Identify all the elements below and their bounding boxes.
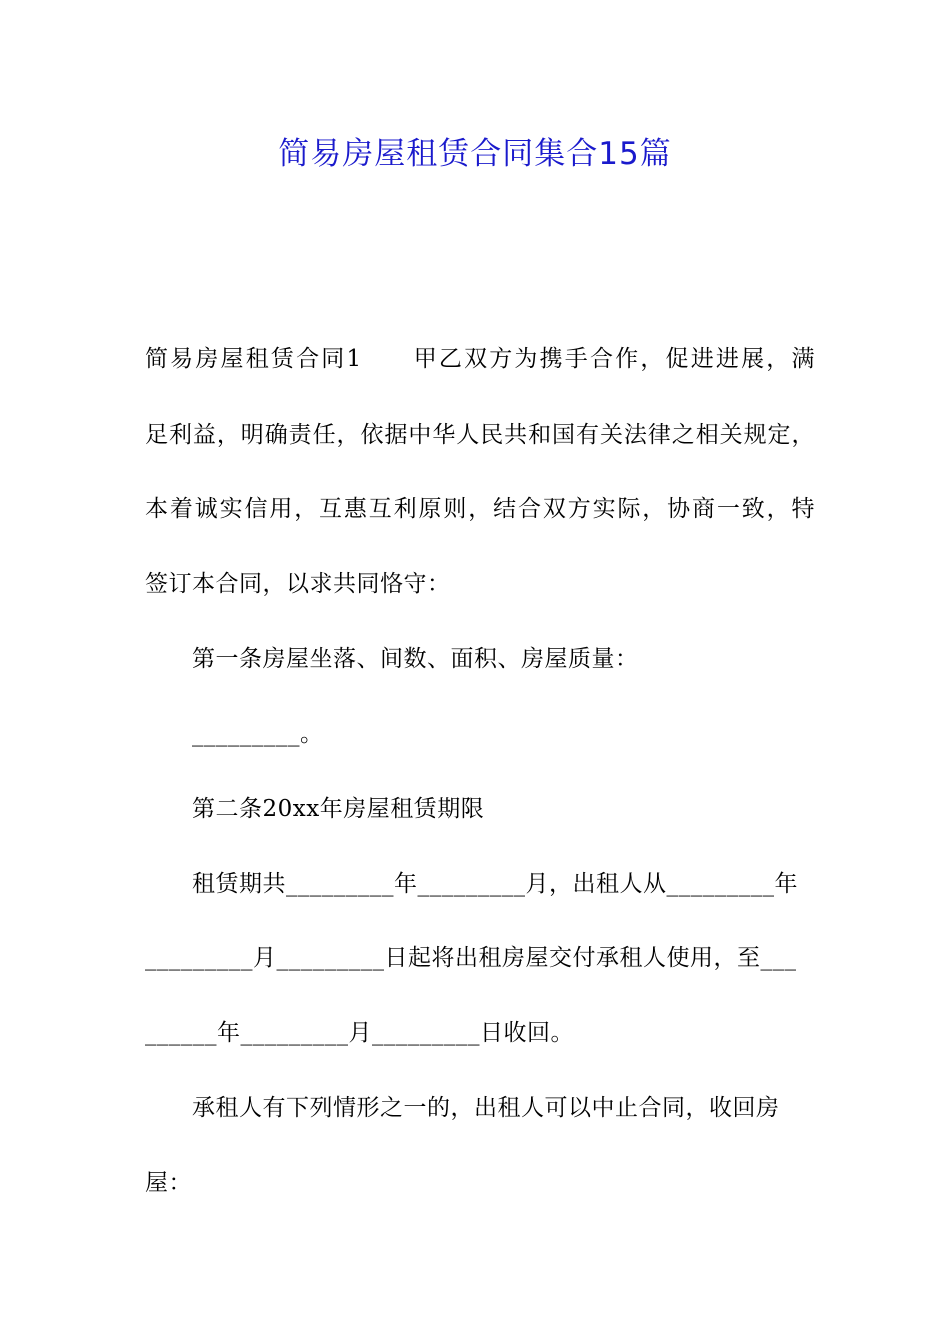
body-line: 本着诚实信用，互惠互利原则，结合双方实际，协商一致，特 xyxy=(145,496,815,522)
clause-heading: 第二条20xx年房屋租赁期限 xyxy=(192,796,485,822)
body-line: 屋： xyxy=(145,1170,192,1196)
body-line: 足利益，明确责任，依据中华人民共和国有关法律之相关规定， xyxy=(145,422,815,448)
body-line: 签订本合同，以求共同恪守： xyxy=(145,571,451,597)
body-line: _________月_________日起将出租房屋交付承租人使用，至___ xyxy=(145,945,797,971)
blank-field-line: _________。 xyxy=(192,721,324,747)
body-line: 承租人有下列情形之一的，出租人可以中止合同，收回房 xyxy=(192,1095,780,1121)
body-line: 简易房屋租赁合同1 甲乙双方为携手合作，促进进展，满 xyxy=(145,346,815,372)
body-line: 租赁期共_________年_________月，出租人从_________年 xyxy=(192,871,798,897)
document-title: 简易房屋租赁合同集合15篇 xyxy=(278,136,672,172)
clause-heading: 第一条房屋坐落、间数、面积、房屋质量： xyxy=(192,646,639,672)
body-line: ______年_________月_________日收回。 xyxy=(145,1020,574,1046)
